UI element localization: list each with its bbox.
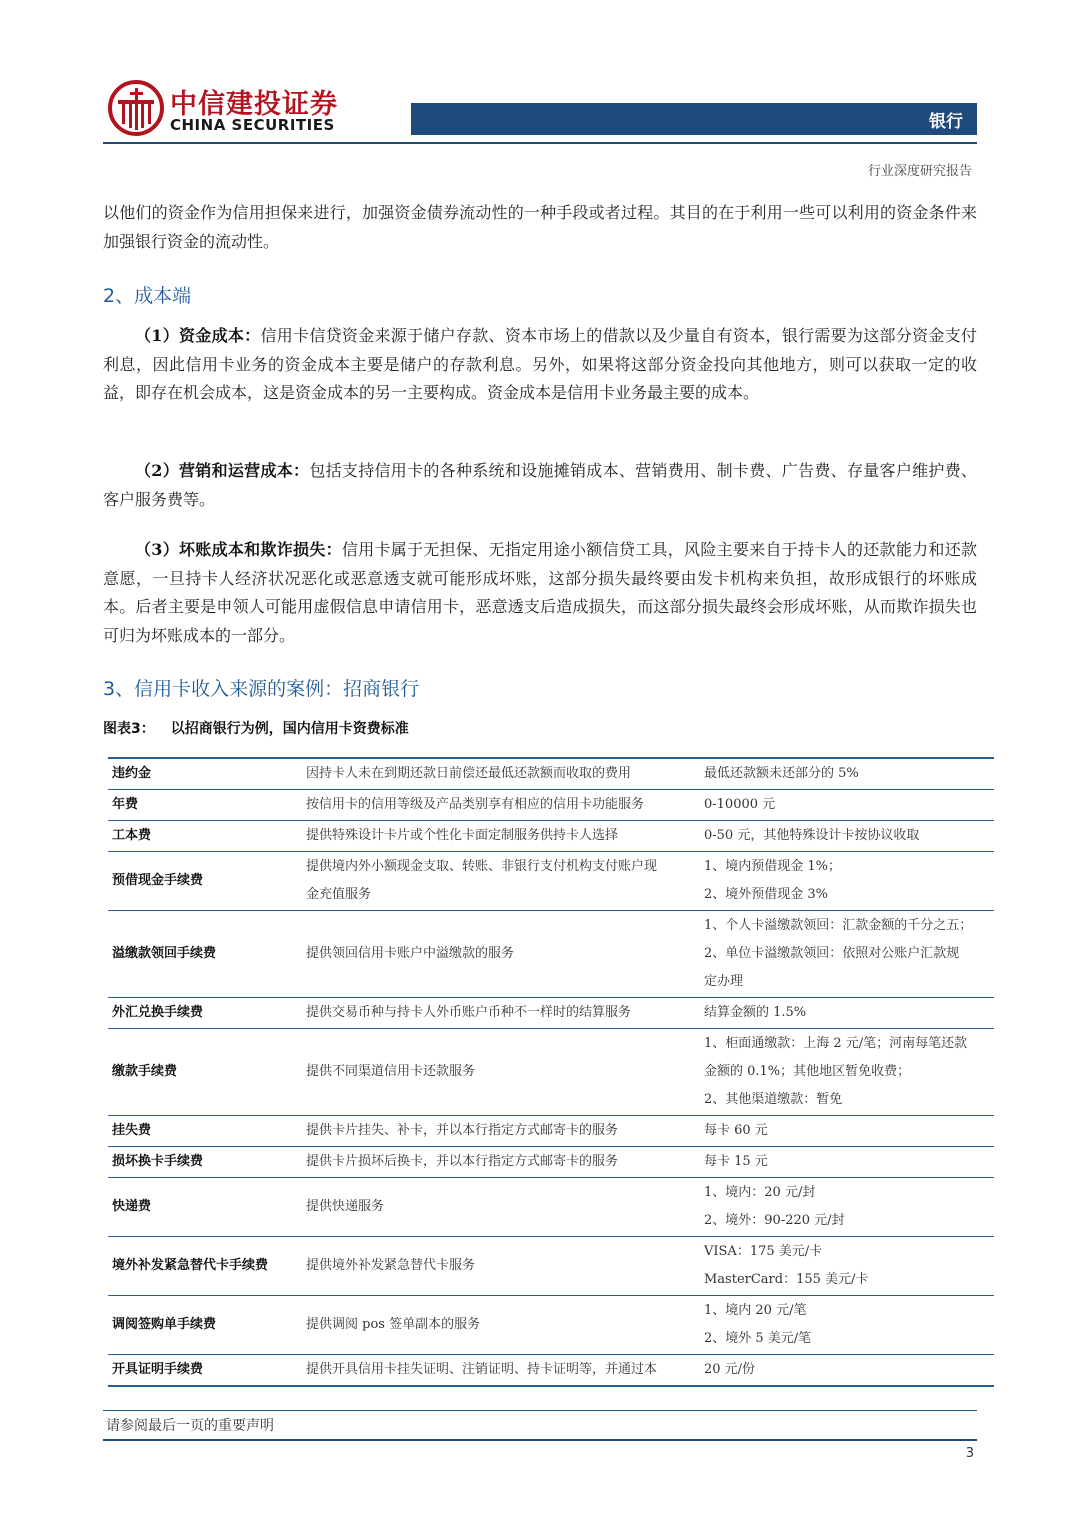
fee-description (302, 758, 700, 790)
table-row (108, 1178, 994, 1237)
fee-standard (700, 911, 994, 998)
table-row (108, 790, 994, 821)
page-header (0, 0, 1080, 190)
fee-name: 损坏换卡手续费 (108, 1147, 302, 1178)
figure-caption: 以招商银行为例，国内信用卡资费标准 (170, 721, 409, 737)
fee-standard (700, 1296, 994, 1355)
fee-standard-line: 每卡 15 元 (704, 1154, 768, 1169)
fee-description-line: 提供卡片挂失、补卡，并以本行指定方式邮寄卡的服务 (306, 1123, 619, 1138)
fee-standard-line: 最低还款额未还部分的 5% (704, 766, 859, 781)
fee-description-line: 提供特殊设计卡片或个性化卡面定制服务供持卡人选择 (306, 828, 619, 843)
fee-description-line: 提供开具信用卡挂失证明、注销证明、持卡证明等，并通过本 (306, 1362, 658, 1377)
fee-standard-line: 1、柜面通缴款：上海 2 元/笔；河南每笔还款 (704, 1036, 968, 1051)
footer-divider-bottom (103, 1439, 977, 1441)
figure-label: 图表3： (103, 721, 155, 737)
fee-description (302, 1147, 700, 1178)
fee-description (302, 1178, 700, 1237)
fee-description-line: 提供快递服务 (306, 1199, 385, 1214)
fee-standard-line: 2、境外：90-220 元/封 (704, 1213, 845, 1228)
industry-label: 银行 (929, 112, 963, 132)
fee-standard-line: 定办理 (704, 974, 744, 989)
fee-description-line: 按信用卡的信用等级及产品类别享有相应的信用卡功能服务 (306, 797, 645, 812)
fee-standard-line: 1、境内预借现金 1%； (704, 859, 842, 874)
fee-name: 预借现金手续费 (108, 852, 302, 911)
intro-text: 以他们的资金作为信用担保来进行，加强资金债券流动性的一种手段或者过程。其目的在于利用一些可以利用的资金条件来加强银行资金的流动性。 (103, 203, 977, 251)
fee-name: 快递费 (108, 1178, 302, 1237)
fee-description (302, 790, 700, 821)
logo-chinese-name: 中信建投证券 (170, 89, 338, 120)
fee-standard-line: 1、境内：20 元/封 (704, 1185, 816, 1200)
table-row (108, 821, 994, 852)
fee-table-wrapper (108, 757, 990, 1387)
fee-name: 工本费 (108, 821, 302, 852)
fee-standard-line: 2、其他渠道缴款：暂免 (704, 1092, 843, 1107)
fee-standard-line: 结算金额的 1.5% (704, 1005, 807, 1020)
table-row (108, 758, 994, 790)
intro-paragraph (103, 199, 977, 256)
fee-description-line: 提供调阅 pos 签单副本的服务 (306, 1317, 481, 1332)
fee-description (302, 1237, 700, 1296)
fee-standard (700, 758, 994, 790)
fee-standard-line: 金额的 0.1%；其他地区暂免收费； (704, 1064, 911, 1079)
disclaimer-note: 请参阅最后一页的重要声明 (106, 1418, 274, 1434)
logo-english-name: CHINA SECURITIES (170, 116, 335, 134)
fee-standard (700, 1116, 994, 1147)
fee-standard-line: 20 元/份 (704, 1362, 756, 1377)
fee-standard (700, 821, 994, 852)
fee-standard-line: 2、境外 5 美元/笔 (704, 1331, 812, 1346)
cost-item-3 (103, 536, 977, 650)
fee-standard-line: MasterCard：155 美元/卡 (704, 1272, 869, 1287)
table-row (108, 1029, 994, 1116)
table-row (108, 1237, 994, 1296)
table-row (108, 1147, 994, 1178)
fee-description (302, 998, 700, 1029)
cost-item-3-text: 信用卡属于无担保、无指定用途小额信贷工具，风险主要来自于持卡人的还款能力和还款意愿，一旦持卡人经济状况恶化或恶意透支就可能形成坏账，这部分损失最终要由发卡机构来负担，故形成银行的坏账成本。后者主要是申领人可能用虚假信息申请信用卡，恶意透支后造成损失，而这部分损失最终会形成坏账，从而欺诈损失也可归为坏账成本的一部分。 (103, 540, 977, 645)
fee-standard (700, 1029, 994, 1116)
fee-description-line: 因持卡人未在到期还款日前偿还最低还款额而收取的费用 (306, 766, 632, 781)
cost-item-2 (103, 457, 977, 514)
fee-standard-line: 1、个人卡溢缴款领回：汇款金额的千分之五； (704, 918, 973, 933)
fee-standard (700, 1147, 994, 1178)
fee-description (302, 821, 700, 852)
fee-description (302, 1029, 700, 1116)
fee-description-line: 提供境内外小额现金支取、转账、非银行支付机构支付账户现 (306, 859, 658, 874)
fee-description (302, 911, 700, 998)
fee-description-line: 提供不同渠道信用卡还款服务 (306, 1064, 476, 1079)
table-row (108, 1296, 994, 1355)
cost-item-2-text: 包括支持信用卡的各种系统和设施摊销成本、营销费用、制卡费、广告费、存量客户维护费、客户服务费等。 (103, 461, 977, 509)
fee-name: 违约金 (108, 758, 302, 790)
header-divider (103, 142, 977, 144)
fee-name: 溢缴款领回手续费 (108, 911, 302, 998)
cost-item-1 (103, 322, 977, 408)
fee-standard (700, 1178, 994, 1237)
cost-item-2-lead: （2）营销和运营成本： (135, 461, 310, 480)
cost-item-1-text: 信用卡信贷资金来源于储户存款、资本市场上的借款以及少量自有资本，银行需要为这部分资金支付利息，因此信用卡业务的资金成本主要是储户的存款利息。另外，如果将这部分资金投向其他地方，则可以获取一定的收益，即存在机会成本，这是资金成本的另一主要构成。资金成本是信用卡业务最主要的成本。 (103, 326, 977, 402)
table-row (108, 1116, 994, 1147)
fee-standard-line: 1、境内 20 元/笔 (704, 1303, 807, 1318)
fee-name: 调阅签购单手续费 (108, 1296, 302, 1355)
fee-name: 挂失费 (108, 1116, 302, 1147)
report-type-label: 行业深度研究报告 (867, 164, 972, 179)
section-3-title: 3、信用卡收入来源的案例：招商银行 (103, 678, 420, 700)
page-number: 3 (965, 1446, 974, 1461)
cost-item-3-lead: （3）坏账成本和欺诈损失： (135, 540, 342, 559)
table-row (108, 852, 994, 911)
fee-standard-line: 每卡 60 元 (704, 1123, 768, 1138)
fee-description-line: 提供境外补发紧急替代卡服务 (306, 1258, 476, 1273)
china-securities-logo-icon (108, 80, 164, 136)
footer-divider-top (103, 1410, 977, 1411)
fee-description-line: 提供卡片损坏后换卡，并以本行指定方式邮寄卡的服务 (306, 1154, 619, 1169)
fee-name: 开具证明手续费 (108, 1355, 302, 1387)
fee-description-line: 提供交易币种与持卡人外币账户币种不一样时的结算服务 (306, 1005, 632, 1020)
fee-standard (700, 1237, 994, 1296)
fee-name: 缴款手续费 (108, 1029, 302, 1116)
table-row (108, 911, 994, 998)
fee-standard-line: 0-10000 元 (704, 797, 776, 812)
table-row (108, 998, 994, 1029)
fee-name: 外汇兑换手续费 (108, 998, 302, 1029)
fee-standard (700, 1355, 994, 1387)
fee-standard (700, 790, 994, 821)
fee-standard-line: VISA：175 美元/卡 (704, 1244, 823, 1259)
company-logo (108, 80, 348, 140)
fee-table (108, 757, 994, 1387)
figure-title (103, 718, 409, 738)
cost-item-1-lead: （1）资金成本： (135, 326, 261, 345)
section-2-title: 2、成本端 (103, 285, 192, 307)
fee-description (302, 1116, 700, 1147)
fee-standard-line: 0-50 元，其他特殊设计卡按协议收取 (704, 828, 920, 843)
fee-description (302, 1355, 700, 1387)
fee-name: 年费 (108, 790, 302, 821)
fee-description (302, 852, 700, 911)
fee-standard (700, 998, 994, 1029)
fee-standard-line: 2、单位卡溢缴款领回：依照对公账户汇款规 (704, 946, 960, 961)
fee-standard (700, 852, 994, 911)
fee-name: 境外补发紧急替代卡手续费 (108, 1237, 302, 1296)
table-row (108, 1355, 994, 1387)
fee-standard-line: 2、境外预借现金 3% (704, 887, 829, 902)
fee-description-line: 提供领回信用卡账户中溢缴款的服务 (306, 946, 515, 961)
fee-table-body (108, 758, 994, 1386)
fee-description (302, 1296, 700, 1355)
fee-description-line: 金充值服务 (306, 887, 372, 902)
industry-banner (411, 103, 977, 135)
